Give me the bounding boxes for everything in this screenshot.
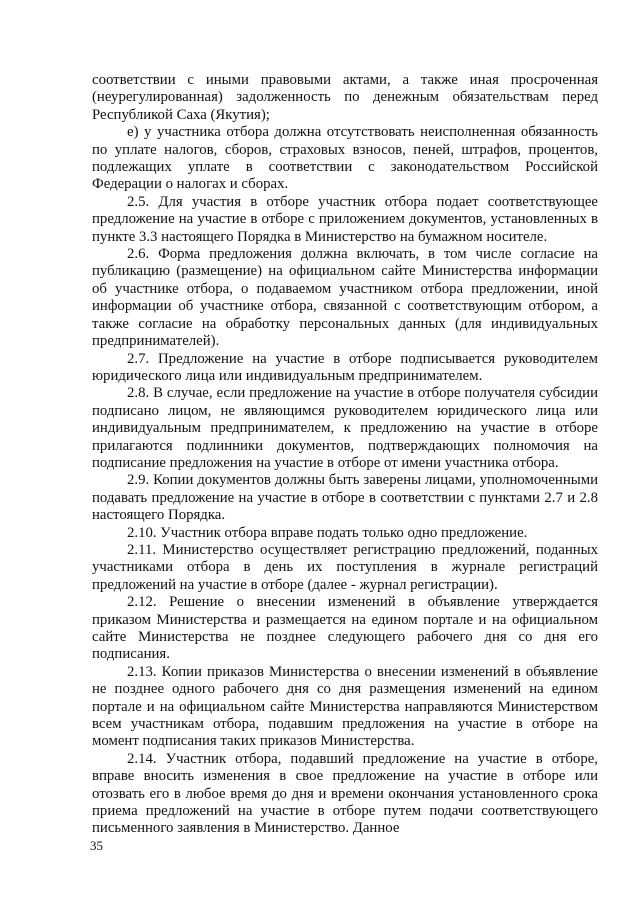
paragraph-2-7: 2.7. Предложение на участие в отборе подписывается руководителем юридического лица или индивидуальным предпринимателем. — [92, 350, 598, 384]
paragraph-continuation: соответствии с иными правовыми актами, а также иная просроченная (неурегулированная) задолженность по денежным обязательствам перед Республикой Саха (Якутия); — [92, 72, 598, 123]
paragraph-2-11: 2.11. Министерство осуществляет регистрацию предложений, поданных участниками отбора в день их поступления в журнале регистраций предложений на участие в отборе (далее - журнал регистрации). — [92, 541, 598, 593]
paragraph-2-8: 2.8. В случае, если предложение на участие в отборе получателя субсидии подписано лицом, не являющимся руководителем юридического лица или индивидуальным предпринимателем, к предложению на участие в отборе прилагаются подлинники документов, подтверждающих полномочия на подписание предложения на участие в отборе от имени участника отбора. — [92, 385, 598, 471]
paragraph-2-12: 2.12. Решение о внесении изменений в объявление утверждается приказом Министерства и размещается на едином портале и на официальном сайте Министерства не позднее следующего рабочего дня со дня его подписания. — [92, 594, 598, 663]
paragraph-2-10: 2.10. Участник отбора вправе подать только одно предложение. — [127, 524, 528, 541]
paragraph-2-5: 2.5. Для участия в отборе участник отбора подает соответствующее предложение на участие в отборе с приложением документов, установленных в пункте 3.3 настоящего Порядка в Министерство на бумажном носителе. — [92, 193, 598, 245]
paragraph-2-6: 2.6. Форма предложения должна включать, в том числе согласие на публикацию (размещение) на официальном сайте Министерства информации об участнике отбора, о подаваемом участником отбора предложении, иной информации об участнике отбора, связанной с соответствующим отбором, а также согласие на обработку персональных данных (для индивидуальных предпринимателей). — [92, 246, 598, 350]
paragraph-2-14: 2.14. Участник отбора, подавший предложение на участие в отборе, вправе вносить изменения в свое предложение на участие в отборе или отозвать его в любое время до дня и времени окончания установленного срока приема предложений на участие в отборе путем подачи соответствующего письменного заявления в Министерство. Данное — [92, 750, 598, 837]
page-number: 35 — [90, 838, 103, 853]
paragraph-2-9: 2.9. Копии документов должны быть заверены лицами, уполномоченными подавать предложение на участие в отборе в соответствии с пунктами 2.7 и 2.8 настоящего Порядка. — [92, 472, 598, 524]
document-body — [92, 72, 598, 838]
paragraph-subitem-e: е) у участника отбора должна отсутствовать неисполненная обязанность по уплате налогов, сборов, страховых взносов, пеней, штрафов, процентов, подлежащих уплате в соответствии с законодательством Российской Федерации о налогах и сборах. — [92, 124, 598, 193]
paragraph-2-13: 2.13. Копии приказов Министерства о внесении изменений в объявление не позднее одного рабочего дня со дня размещения изменений на едином портале и на официальном сайте Министерства направляются Министерством всем участникам отбора, подавшим предложения на участие в отборе на момент подписания таких приказов Министерства. — [92, 663, 598, 750]
